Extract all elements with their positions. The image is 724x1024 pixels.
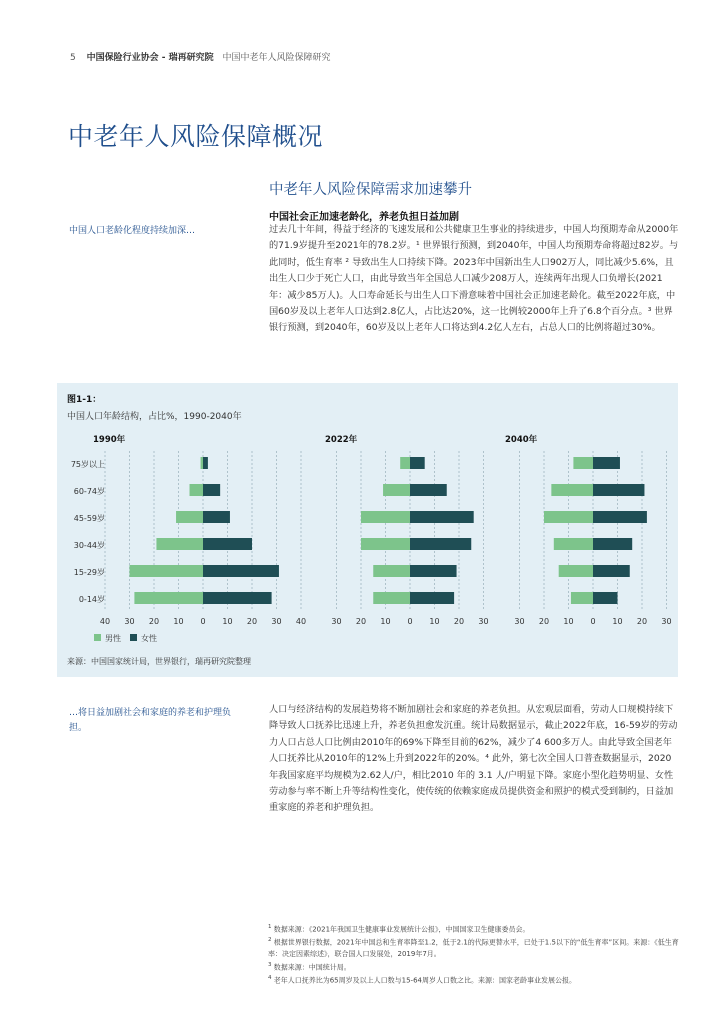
male-bar xyxy=(201,457,203,469)
sidenote-burden: …将日益加剧社会和家庭的养老和护理负担。 xyxy=(69,708,232,733)
figure-panel xyxy=(57,383,678,677)
footnote-number: 2 xyxy=(268,937,272,944)
category-label: 45-59岁 xyxy=(73,514,105,523)
tick-label: 20 xyxy=(538,617,550,626)
footnotes xyxy=(268,922,688,986)
male-bar xyxy=(373,592,410,604)
category-label: 0-14岁 xyxy=(78,595,105,604)
tick-label: 30 xyxy=(514,617,525,626)
figure-title: 中国人口年龄结构，占比%，1990-2040年 xyxy=(67,412,242,422)
female-bar xyxy=(410,484,447,496)
category-label: 75岁以上 xyxy=(70,460,105,469)
female-bar xyxy=(410,511,474,523)
figure-label: 图1-1： xyxy=(67,395,102,405)
male-bar xyxy=(544,511,593,523)
female-bar xyxy=(203,457,208,469)
legend-swatch-male xyxy=(94,634,101,641)
tick-label: 0 xyxy=(407,617,413,626)
header-org: 中国保险行业协会 - 瑞再研究院 xyxy=(86,53,214,63)
female-bar xyxy=(203,565,279,577)
category-label: 30-44岁 xyxy=(73,541,105,550)
footnote-text: 数据来源：《2021年我国卫生健康事业发展统计公报》，中国国家卫生健康委员会。 xyxy=(271,925,530,934)
male-bar xyxy=(573,457,593,469)
legend-label-female: 女性 xyxy=(141,634,157,643)
male-bar xyxy=(400,457,410,469)
female-bar xyxy=(410,565,457,577)
tick-label: 40 xyxy=(99,617,111,626)
tick-label: 40 xyxy=(295,617,307,626)
tick-label: 0 xyxy=(200,617,206,626)
female-bar xyxy=(203,511,230,523)
category-label: 60-74岁 xyxy=(73,487,105,496)
footnote xyxy=(268,960,688,973)
female-bar xyxy=(410,457,425,469)
male-bar xyxy=(176,511,203,523)
category-label: 15-29岁 xyxy=(73,568,105,577)
panel-title: 1990年 xyxy=(93,435,126,445)
footnote-number: 3 xyxy=(268,961,272,968)
page-number: 5 xyxy=(70,53,76,63)
tick-label: 10 xyxy=(612,617,623,626)
male-bar xyxy=(383,484,410,496)
male-bar xyxy=(373,565,410,577)
tick-label: 30 xyxy=(478,617,489,626)
paragraph-1: 过去几十年间，得益于经济的飞速发展和公共健康卫生事业的持续进步，中国人均预期寿命从2000年的71.9岁提升至2021年的78.2岁。¹ 世界银行预测，到2040年，中国人均预期寿命将超过82岁。与此同时，低生育率 ² 导致出生人口持续下降。2023年中国新出生人口902万人，同比减少5.6%，且出生人口少于死亡人口，由此导致当年全国总人口减少208万人，连续两年出现人口负增长(2021年：减少85万人)。人口寿命延长与出生人口下滑意味着中国社会正加速老龄化。截至2022年底，中国60岁及以上老年人口达到2.8亿人，占比达20%，这一比例较2000年上升了6.8个百分点。³ 世界银行预测，到2040年，60岁及以上老年人口将达到4.2亿人左右，占总人口的比例将超过30%。 xyxy=(269,224,679,334)
tick-label: 20 xyxy=(636,617,648,626)
footnote-number: 1 xyxy=(268,924,272,930)
tick-label: 30 xyxy=(271,617,282,626)
tick-label: 10 xyxy=(380,617,391,626)
tick-label: 30 xyxy=(661,617,672,626)
male-bar xyxy=(361,538,410,550)
footnote-text: 老年人口抚养比为65周岁及以上人口数与15-64周岁人口数之比。来源：国家老龄事业发展公报。 xyxy=(271,976,576,985)
female-bar xyxy=(593,565,630,577)
tick-label: 10 xyxy=(173,617,184,626)
legend-swatch-female xyxy=(130,634,137,641)
male-bar xyxy=(554,538,593,550)
female-bar xyxy=(593,511,647,523)
tick-label: 10 xyxy=(429,617,440,626)
male-bar xyxy=(130,565,204,577)
population-pyramid-chart xyxy=(57,383,678,677)
male-bar xyxy=(551,484,593,496)
sub-heading: 中国社会正加速老龄化，养老负担日益加剧 xyxy=(269,212,459,223)
tick-label: 30 xyxy=(331,617,342,626)
male-bar xyxy=(571,592,593,604)
legend-label-male: 男性 xyxy=(105,634,121,643)
tick-label: 20 xyxy=(246,617,258,626)
footnote xyxy=(268,935,688,959)
tick-label: 10 xyxy=(222,617,233,626)
female-bar xyxy=(203,484,220,496)
figure-source: 来源：中国国家统计局，世界银行，瑞再研究院整理 xyxy=(67,657,251,666)
male-bar xyxy=(134,592,203,604)
male-bar xyxy=(156,538,203,550)
female-bar xyxy=(410,592,454,604)
header-doc-title: 中国中老年人风险保障研究 xyxy=(222,53,331,63)
female-bar xyxy=(593,538,632,550)
female-bar xyxy=(593,457,620,469)
tick-label: 20 xyxy=(355,617,367,626)
panel-title: 2022年 xyxy=(325,435,358,445)
page-title: 中老年人风险保障概况 xyxy=(68,122,324,151)
footnote-number: 4 xyxy=(268,974,272,981)
section-heading: 中老年人风险保障需求加速攀升 xyxy=(269,182,472,198)
male-bar xyxy=(190,484,203,496)
footnote-text: 根据世界银行数据，2021年中国总和生育率降至1.2，低于2.1的代际更替水平，已处于1.5以下的“低生育率”区间。来源：《低生育率：决定因素综述》，联合国人口发展处，2019年7月。 xyxy=(268,938,679,958)
male-bar xyxy=(559,565,593,577)
panel-title: 2040年 xyxy=(505,435,538,445)
tick-label: 0 xyxy=(590,617,596,626)
female-bar xyxy=(203,592,272,604)
footnote xyxy=(268,973,688,986)
sidenote-ageing: 中国人口老龄化程度持续加深… xyxy=(69,226,196,236)
footnote xyxy=(268,922,688,935)
tick-label: 20 xyxy=(453,617,465,626)
female-bar xyxy=(593,592,618,604)
tick-label: 10 xyxy=(563,617,574,626)
page-header xyxy=(70,50,331,63)
paragraph-2: 人口与经济结构的发展趋势将不断加剧社会和家庭的养老负担。从宏观层面看，劳动人口规模持续下降导致人口抚养比迅速上升，养老负担愈发沉重。统计局数据显示，截止2022年底，16-59岁的劳动力人口占总人口比例由2010年的69%下降至目前的62%，减少了4 600多万人。由此导致全国老年人口抚养比从2010年的12%上升到2022年的20%。⁴ 此外，第七次全国人口普查数据显示，2020年我国家庭平均规模为2.62人/户，相比2010 年的 3.1 人/户明显下降。家庭小型化趋势明显、女性劳动参与率不断上升等结构性变化，使传统的依赖家庭成员提供资金和照护的模式受到制约，日益加重家庭的养老和护理负担。 xyxy=(269,704,678,814)
tick-label: 20 xyxy=(148,617,160,626)
tick-label: 30 xyxy=(124,617,135,626)
female-bar xyxy=(410,538,471,550)
footnote-text: 数据来源：中国统计局。 xyxy=(271,962,351,971)
female-bar xyxy=(593,484,644,496)
female-bar xyxy=(203,538,252,550)
male-bar xyxy=(361,511,410,523)
